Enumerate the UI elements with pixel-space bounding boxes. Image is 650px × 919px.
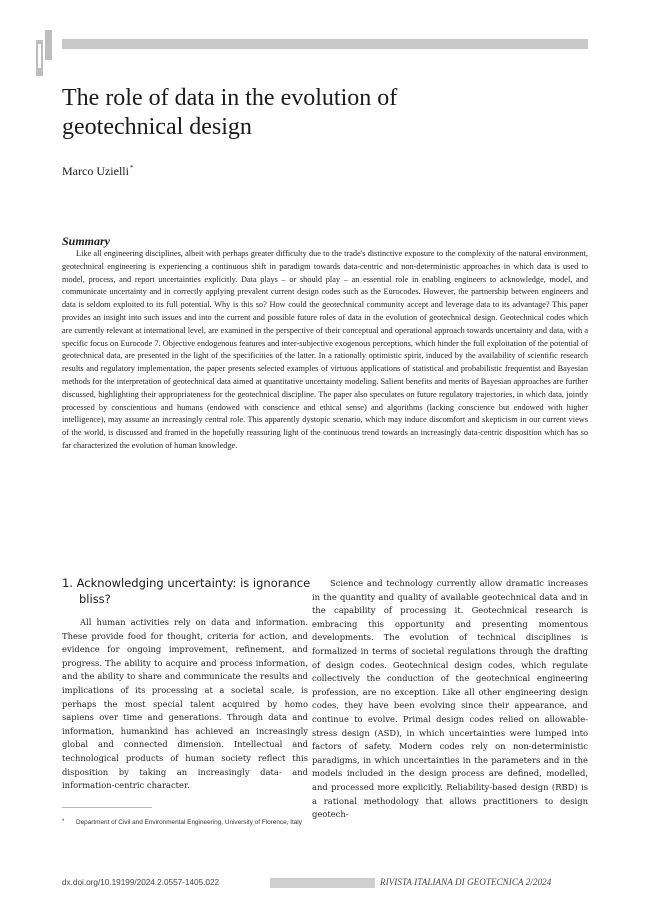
section-heading: 1. Acknowledging uncertainty: is ignorance bliss? (62, 576, 311, 606)
body-left-column: All human activities rely on data and information. These provide food for thought, criteria for action, and evidence for ongoing improvement, refinement, and progress. The ability to acquire and process information, and the ability to share and communicate the results and implications of its processing at a societal scale, is perhaps the most special talent acquired by homo sapiens over time and generations. Through data and information, humankind has achieved an increasingly global and connected dimension. Intellectual and technological products of human society reflect this disposition by taking an increasingly data- and information-centric character. (62, 617, 308, 791)
footer-journal-name: RIVISTA ITALIANA DI GEOTECNICA 2/2024 (380, 877, 552, 887)
summary-text: Like all engineering disciplines, albeit with perhaps greater difficulty due to the trade's distinctive exposure to the complexity of the natural environment, geotechnical engineering is experiencing a continuous shift in paradigm towards data-centric and non-deterministic approaches in which data is used to model, process, and report uncertainties explicitly. Data plays – or should play – an essential role in enabling engineers to acknowledge, model, and communicate uncertainty and in correctly applying prevalent current design codes such as the Eurocodes. However, the partnership between engineers and data is seldom exploited to its full potential. Why is this so? How could the geotechnical community accept and leverage data to its advantage? This paper provides an insight into such issues and into the current and possible future roles of data in the evolution of geotechnical design. Geotechnical codes which are currently relevant at international level, are examined in the perspective of their conceptual and operational approach towards uncertainty and data, with a specific focus on Eurocode 7. Objective endogenous features and inter-subjective exogenous perceptions, which hinder the full exploitation of the potential of geotechnical data, are presented in the light of the specificities of the latter. In a rationally optimistic spirit, induced by the availability of scientific research results and regulatory implementation, the paper presents selected examples of virtuous applications of statistical and probabilistic frequentist and Bayesian methods for the interpretation of geotechnical data aimed at quantitative uncertainty modeling. Salient benefits and merits of Bayesian approaches are further discussed, highlighting their appropriateness for the geotechnical discipline. The paper also speculates on future regulatory trajectories, in which data, jointly processed by conscientious and humans (endowed with conscience and ethical sense) and algorithms (lacking conscience but endowed with higher intelligence), may assume an increasingly central role. This apparently dystopic scenario, which may induce discomfort and skepticism in our current views of the world, is discussed and framed in the hopefully reassuring light of the continuous trend towards an increasingly data-centric disposition which has so far characterized the evolution of human knowledge. (62, 249, 588, 450)
footnote-text: Department of Civil and Environmental Engineering, University of Florence, Italy (76, 819, 302, 826)
header-rule (62, 39, 588, 49)
author-name: Marco Uzielli (62, 164, 129, 178)
footer-doi: dx.doi.org/10.19199/2024.2.0557-1405.022 (62, 878, 220, 887)
author-affiliation-mark: * (129, 164, 134, 172)
footnote-mark: * (62, 819, 65, 825)
footnote-divider (62, 807, 152, 808)
journal-logo-icon (36, 30, 54, 76)
footer-divider-bar (270, 878, 375, 888)
author-line (62, 164, 133, 179)
body-right-column: Science and technology currently allow dramatic increases in the quantity and quality of available geotechnical data and in the capability of processing it. Geotechnical research is embracing this opportunity and presenting momentous developments. The evolution of technical disciplines is formalized in terms of societal regulations through the drafting of design codes. Geotechnical design codes, which regulate collectively the conduction of the geotechnical engineering profession, are no exception. Like all other engineering design codes, they have been evolving since their appearance, and continue to evolve. Primal design codes relied on allowable-stress design (ASD), in which uncertainties were lumped into factors of safety. Modern codes rely on non-deterministic paradigms, in which uncertainties in the parameters and in the models included in the design process are defined, modelled, and processed more explicitly. Reliability-based design (RBD) is a rational methodology that allows practitioners to design geotech- (312, 578, 588, 820)
footnote (62, 818, 308, 828)
summary-heading: Summary (62, 234, 111, 248)
article-title: The role of data in the evolution of geotechnical design (62, 85, 398, 140)
